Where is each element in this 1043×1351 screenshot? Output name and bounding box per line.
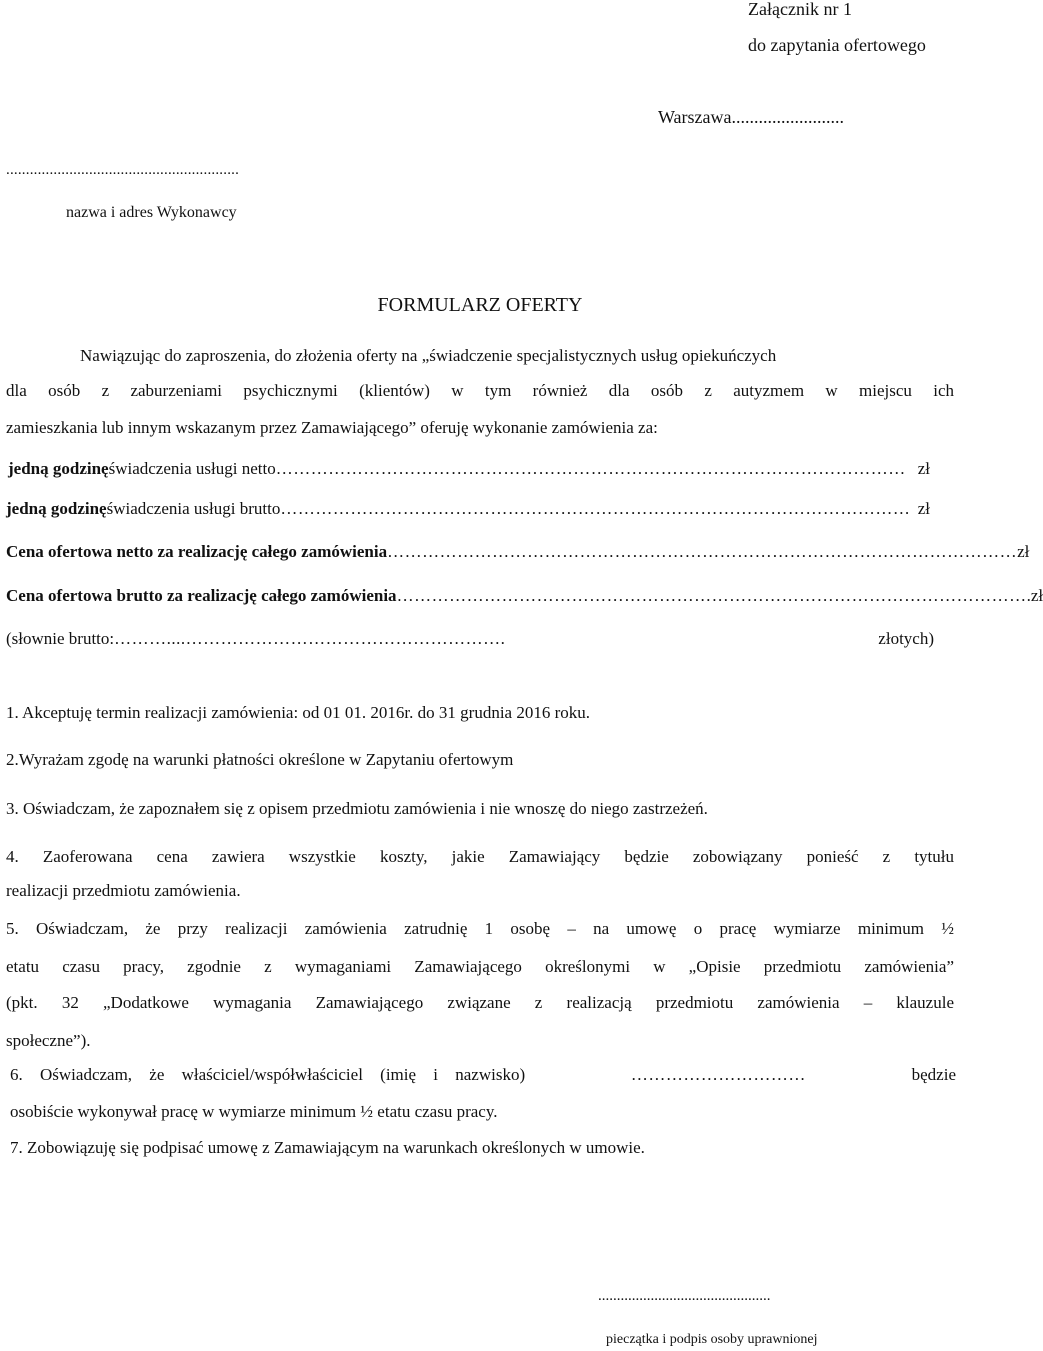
intro-line-2: dla osób z zaburzeniami psychicznymi (klientów) w tym również dla osób z autyzmem w miejscu ich [6,381,954,400]
place-date-field: Warszawa......................... [658,107,845,127]
price-netto-total-currency: zł [1017,542,1030,561]
point-5-line-2: etatu czasu pracy, zgodnie z wymaganiami Zamawiającego określonymi w „Opisie przedmiotu zamówienia” [6,957,954,976]
attachment-subtitle: do zapytania ofertowego [748,35,926,55]
price-brutto-total-label: Cena ofertowa brutto za realizację całego zamówienia [6,586,397,605]
contractor-label: nazwa i adres Wykonawcy [66,204,237,221]
price-brutto-hour-currency: zł [917,499,930,518]
contractor-dots: ........................................................... [6,162,240,178]
point-5-line-4: społeczne”). [6,1031,91,1050]
signature-dots: .............................................. [598,1288,771,1304]
point-6-text: 6. Oświadczam, że właściciel/współwłaściciel (imię i nazwisko) [10,1065,526,1084]
price-netto-hour-label: świadczenia usługi netto [108,459,276,478]
price-netto-hour [8,458,930,480]
price-in-words-suffix: złotych) [878,629,934,648]
price-brutto-hour-bold: jedną godzinę [6,499,107,518]
price-netto-total-dots: ……………………………………………………………………………………………… [387,542,1018,561]
price-netto-hour-bold: jedną godzinę [8,459,109,478]
price-brutto-total [6,585,1043,607]
attachment-number: Załącznik nr 1 [748,0,852,19]
point-6-end: będzie [911,1065,956,1084]
price-netto-hour-dots: ……………………………………………………………………………………………… [275,459,906,478]
point-1: 1. Akceptuję termin realizacji zamówienia: od 01 01. 2016r. do 31 grudnia 2016 roku. [6,703,590,722]
price-brutto-hour-dots: ……………………………………………………………………………………………… [280,499,911,518]
price-brutto-total-dots: ……………………………………………………………………………………………… [396,586,1027,605]
point-6-line-2: osobiście wykonywał pracę w wymiarze minimum ½ etatu czasu pracy. [10,1102,498,1121]
point-5-line-1: 5. Oświadczam, że przy realizacji zamówienia zatrudnię 1 osobę – na umowę o pracę wymiarze minimum ½ [6,919,954,938]
price-in-words-dots: ………....………………………………………………. [114,629,506,648]
point-4-line-1: 4. Zaoferowana cena zawiera wszystkie koszty, jakie Zamawiający będzie zobowiązany ponieść z tytułu [6,847,954,866]
intro-line-1: Nawiązując do zaproszenia, do złożenia oferty na „świadczenie specjalistycznych usług opiekuńczych [80,346,777,365]
price-in-words-prefix: (słownie brutto: [6,629,115,648]
point-7: 7. Zobowiązuję się podpisać umowę z Zamawiającym na warunkach określonych w umowie. [10,1138,645,1157]
point-6-line-1 [10,1064,956,1086]
signature-label: pieczątka i podpis osoby uprawnionej [606,1332,818,1347]
price-brutto-hour-label: świadczenia usługi brutto [106,499,281,518]
price-netto-total-label: Cena ofertowa netto za realizację całego zamówienia [6,542,388,561]
point-2: 2.Wyrażam zgodę na warunki płatności określone w Zapytaniu ofertowym [6,750,514,769]
price-netto-total [6,541,1030,563]
point-6-dots: ………………………… [630,1065,806,1084]
price-netto-hour-currency: zł [917,459,930,478]
intro-line-3: zamieszkania lub innym wskazanym przez Zamawiającego” oferuję wykonanie zamówienia za: [6,418,658,437]
point-4-line-2: realizacji przedmiotu zamówienia. [6,881,241,900]
form-title: FORMULARZ OFERTY [377,294,583,316]
price-brutto-hour [6,498,930,520]
price-in-words [6,628,934,650]
point-3: 3. Oświadczam, że zapoznałem się z opisem przedmiotu zamówienia i nie wnoszę do niego zastrzeżeń. [6,799,708,818]
price-brutto-total-currency: .zł [1026,586,1043,605]
point-5-line-3: (pkt. 32 „Dodatkowe wymagania Zamawiającego związane z realizacją przedmiotu zamówienia – klauzule [6,993,954,1012]
